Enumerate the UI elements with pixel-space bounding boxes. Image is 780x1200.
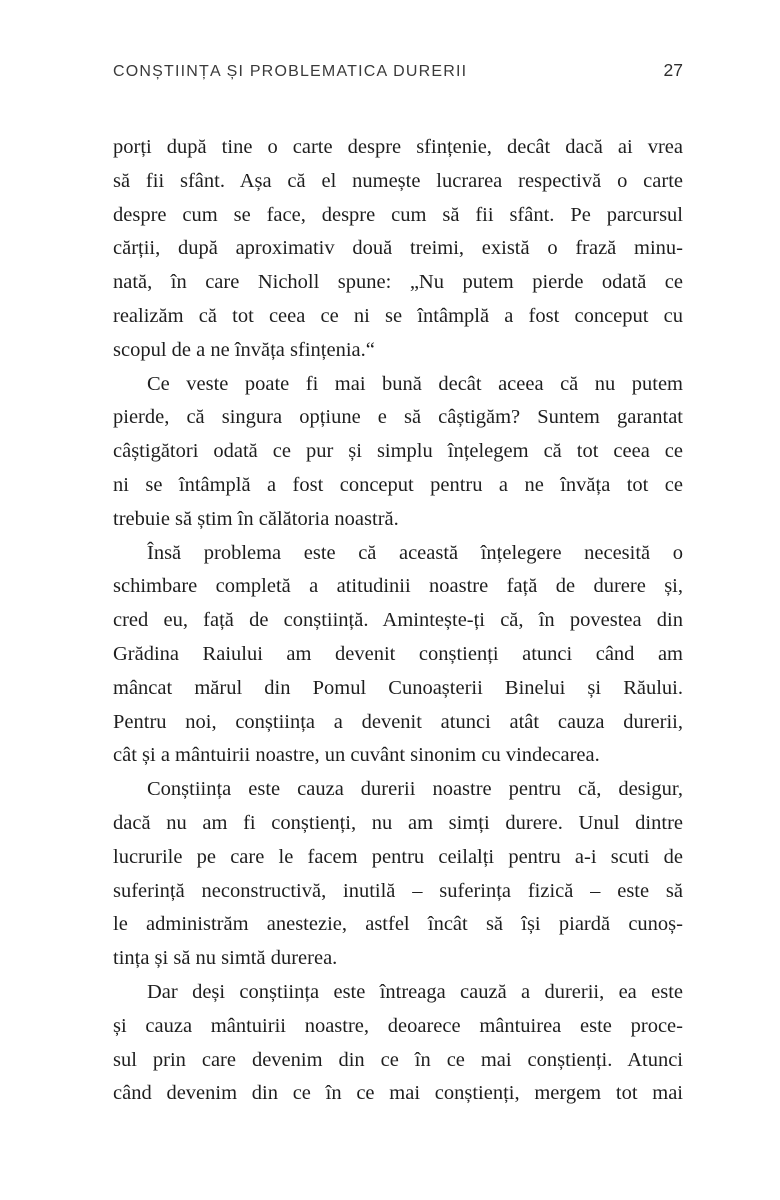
text-line: Însă problema este că această înțelegere necesită o bbox=[147, 541, 683, 564]
text-line: ni se întâmplă a fost conceput pentru a ne învăța tot ce bbox=[113, 473, 683, 496]
text-line: Dar deși conștiința este întreaga cauză a durerii, ea este bbox=[147, 980, 683, 1003]
text-line: Ce veste poate fi mai bună decât aceea că nu putem bbox=[147, 372, 683, 395]
text-line: și cauza mântuirii noastre, deoarece mântuirea este proce- bbox=[113, 1014, 683, 1037]
text-line: trebuie să știm în călătoria noastră. bbox=[113, 507, 399, 530]
text-line: porți după tine o carte despre sfințenie, decât dacă ai vrea bbox=[113, 136, 683, 158]
text-line: cărții, după aproximativ două treimi, există o frază minu- bbox=[113, 237, 683, 260]
page-body bbox=[113, 131, 683, 1111]
text-line: cred eu, față de conștiință. Amintește-ți că, în povestea din bbox=[113, 609, 683, 632]
text-line: despre cum se face, despre cum să fii sfânt. Pe parcursul bbox=[113, 203, 683, 226]
text-line: să fii sfânt. Așa că el numește lucrarea respectivă o carte bbox=[113, 169, 683, 192]
text-line: suferință neconstructivă, inutilă – suferința fizică – este să bbox=[113, 879, 683, 902]
text-line: când devenim din ce în ce mai conștienți, mergem tot mai bbox=[113, 1082, 683, 1105]
text-line: câștigători odată ce pur și simplu înțelegem că tot ceea ce bbox=[113, 440, 683, 463]
text-line: Conștiința este cauza durerii noastre pentru că, desigur, bbox=[147, 778, 683, 801]
text-line: dacă nu am fi conștienți, nu am simți durere. Unul dintre bbox=[113, 811, 683, 834]
text-line: lucrurile pe care le facem pentru ceilalți pentru a-i scuti de bbox=[113, 845, 683, 868]
page-number: 27 bbox=[663, 60, 683, 80]
text-line: nată, în care Nicholl spune: „Nu putem pierde odată ce bbox=[113, 271, 683, 294]
text-line: scopul de a ne învăța sfințenia.“ bbox=[113, 338, 375, 361]
running-header bbox=[113, 60, 683, 81]
text-line: realizăm că tot ceea ce ni se întâmplă a fost conceput cu bbox=[113, 304, 683, 327]
text-line: mâncat mărul din Pomul Cunoașterii Binelui și Răului. bbox=[113, 676, 683, 699]
text-line: sul prin care devenim din ce în ce mai conștienți. Atunci bbox=[113, 1048, 683, 1071]
text-line: cât și a mântuirii noastre, un cuvânt sinonim cu vindecarea. bbox=[113, 744, 600, 767]
text-line: Pentru noi, conștiința a devenit atunci atât cauza durerii, bbox=[113, 710, 683, 733]
paragraph bbox=[113, 537, 683, 774]
paragraph bbox=[113, 131, 683, 368]
text-line: schimbare completă a atitudinii noastre față de durere și, bbox=[113, 575, 683, 598]
text-line: tința și să nu simtă durerea. bbox=[113, 947, 338, 970]
running-title: CONȘTIINȚA ȘI PROBLEMATICA DURERII bbox=[113, 63, 468, 80]
paragraph bbox=[113, 773, 683, 976]
paragraph bbox=[113, 976, 683, 1111]
text-line: pierde, că singura opțiune e să câștigăm? Suntem garantat bbox=[113, 406, 683, 429]
text-line: Grădina Raiului am devenit conștienți atunci când am bbox=[113, 642, 683, 665]
paragraph bbox=[113, 368, 683, 537]
text-line: le administrăm anestezie, astfel încât să își piardă cunoș- bbox=[113, 913, 683, 936]
